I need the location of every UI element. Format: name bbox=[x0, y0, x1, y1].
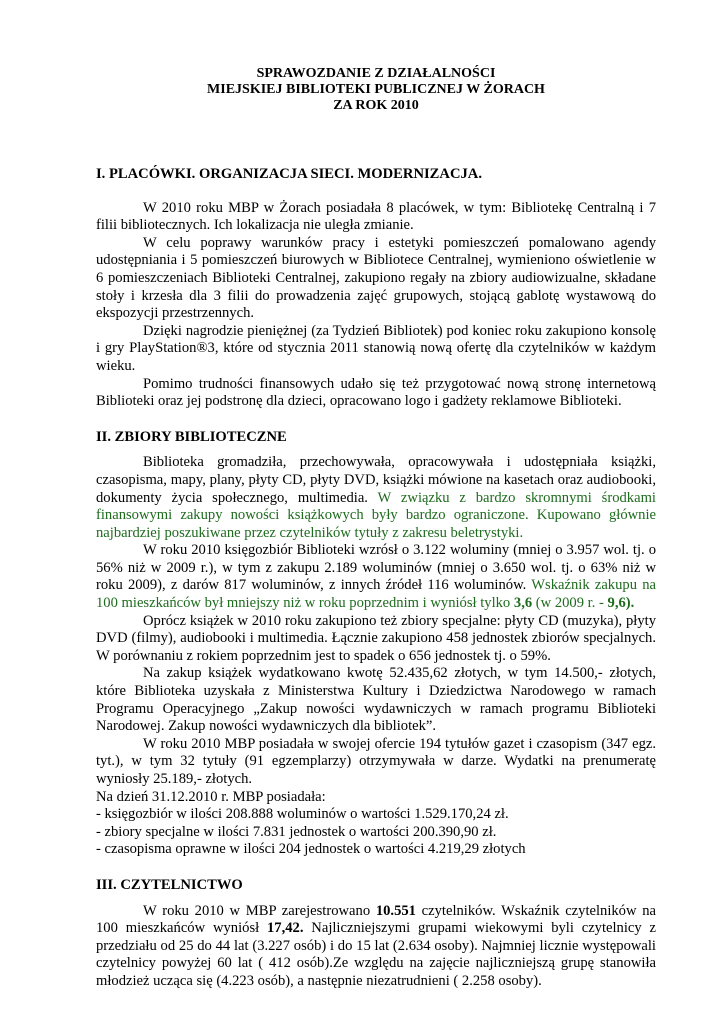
highlighted-text: Wskaźnik zakupu na 100 mieszkańców był mniejszy niż w roku poprzednim i wyniósł tylko bbox=[96, 577, 656, 612]
inventory-item: - księgozbiór w ilości 208.888 woluminów o wartości 1.529.170,24 zł. bbox=[96, 806, 509, 823]
document-page bbox=[96, 66, 656, 991]
section-2-paragraph-3: Oprócz książek w 2010 roku zakupiono też zbiory specjalne: płyty CD (muzyka), płyty DVD (filmy), audiobooki i multimedia. Łącznie zakupiono 458 jednostek zbiorów specjalnych. W porównaniu z rokiem poprzednim jest to spadek o 656 jednostek tj. o 59%. bbox=[96, 612, 656, 664]
inventory-item: - czasopisma oprawne w ilości 204 jednostek o wartości 4.219,29 złotych bbox=[96, 841, 526, 858]
title-line-3: ZA ROK 2010 bbox=[333, 98, 419, 113]
title-line-1: SPRAWOZDANIE Z DZIAŁALNOŚCI bbox=[256, 66, 496, 81]
title-line-2: MIEJSKIEJ BIBLIOTEKI PUBLICZNEJ W ŻORACH bbox=[207, 82, 545, 97]
text-span: W roku 2010 księgozbiór Biblioteki wzrósł o 3.122 woluminy (mniej o 3.957 wol. tj. o 56% niż w 2009 r.), w tym z zakupu 2.189 woluminów (mniej o 3.650 wol. tj. o 63% niż w roku 2009), z darów 817 woluminów, z innych źródeł 116 woluminów. bbox=[96, 542, 656, 594]
section-1-paragraph-4: Pomimo trudności finansowych udało się też przygotować nową stronę internetową Biblioteki oraz jej podstronę dla dzieci, opracowano logo i gadżety reklamowe Biblioteki. bbox=[96, 375, 656, 410]
section-1-paragraph-1: W 2010 roku MBP w Żorach posiadała 8 placówek, w tym: Bibliotekę Centralną i 7 filii bibliotecznych. Ich lokalizacja nie uległa zmianie. bbox=[96, 199, 656, 234]
section-1-paragraph-3: Dzięki nagrodzie pieniężnej (za Tydzień Bibliotek) pod koniec roku zakupiono konsolę i gry PlayStation®3, które od stycznia 2011 stanowią nową ofertę dla czytelników w każdym wieku. bbox=[96, 322, 656, 374]
section-1-heading: I. PLACÓWKI. ORGANIZACJA SIECI. MODERNIZACJA. bbox=[96, 166, 482, 182]
text-span: Najliczniejszymi grupami wiekowymi byli czytelnicy z przedziału od 25 do 44 lat (3.227 osób) i do 15 lat (2.634 osoby). Najmniej licznie występowali czytelnicy powyżej 60 lat ( 412 osób).Ze względu na zajęcie najliczniejszą grupę stanowiła młodzież ucząca się (4.223 osób), a następnie niezatrudnieni ( 2.258 osoby). bbox=[96, 920, 656, 989]
bold-value: 9,6). bbox=[607, 595, 635, 612]
text-span: Biblioteka gromadziła, przechowywała, opracowywała i udostępniała książki, czasopisma, mapy, plany, płyty CD, płyty DVD, książki mówione na kasetach oraz audiobooki, dokumenty życia społecznego, multimedia. bbox=[96, 454, 656, 506]
inventory-intro: Na dzień 31.12.2010 r. MBP posiadała: bbox=[96, 788, 326, 805]
bold-value: 10.551 bbox=[375, 902, 416, 919]
highlighted-text: W związku z bardzo skromnymi środkami finansowymi zakupy nowości książkowych były bardzo ograniczone. Kupowano głównie najbardziej poszukiwane przez czytelników tytuły z zakresu beletrystyki. bbox=[96, 489, 656, 541]
section-2-paragraph-4: Na zakup książek wydatkowano kwotę 52.435,62 złotych, w tym 14.500,- złotych, które Biblioteka uzyskała z Ministerstwa Kultury i Dziedzictwa Narodowego w ramach Programu Operacyjnego „Zakup nowości wydawniczych w ramach programu Biblioteki Narodowej. Zakup nowości wydawniczych dla bibliotek”. bbox=[96, 665, 656, 735]
section-3-paragraph-1 bbox=[96, 903, 656, 991]
section-2-heading: II. ZBIORY BIBLIOTECZNE bbox=[96, 428, 287, 445]
text-span: czytelników. Wskaźnik czytelników na 100 mieszkańców wyniósł bbox=[96, 902, 656, 937]
inventory-item: - zbiory specjalne w ilości 7.831 jednostek o wartości 200.390,90 zł. bbox=[96, 823, 497, 840]
report-title bbox=[96, 66, 656, 114]
section-2-paragraph-5: W roku 2010 MBP posiadała w swojej ofercie 194 tytułów gazet i czasopism (347 egz. tyt.), w tym 32 tytuły (91 egzemplarzy) otrzymywała w darze. Wydatki na prenumeratę wyniosły 25.189,- złotych. bbox=[96, 735, 656, 787]
section-1-paragraph-2: W celu poprawy warunków pracy i estetyki pomieszczeń pomalowano agendy udostępniania i 5 pomieszczeń biurowych w Bibliotece Centralnej, wymieniono oświetlenie w 6 pomieszczeniach Biblioteki Centralnej, zakupiono regały na zbiory audiowizualne, składane stoły i krzesła dla 3 filii do prowadzenia zajęć grupowych, stojącą gablotę wystawową do ekspozycji przestrzennych. bbox=[96, 234, 656, 322]
highlighted-text: (w 2009 r. - bbox=[532, 595, 608, 612]
section-2-paragraph-2 bbox=[96, 542, 656, 612]
section-3-heading: III. CZYTELNICTWO bbox=[96, 876, 243, 893]
bold-value: 17,42. bbox=[267, 920, 304, 937]
section-2-paragraph-1 bbox=[96, 454, 656, 542]
text-span: W roku 2010 w MBP zarejestrowano bbox=[143, 902, 376, 919]
bold-value: 3,6 bbox=[513, 595, 533, 612]
